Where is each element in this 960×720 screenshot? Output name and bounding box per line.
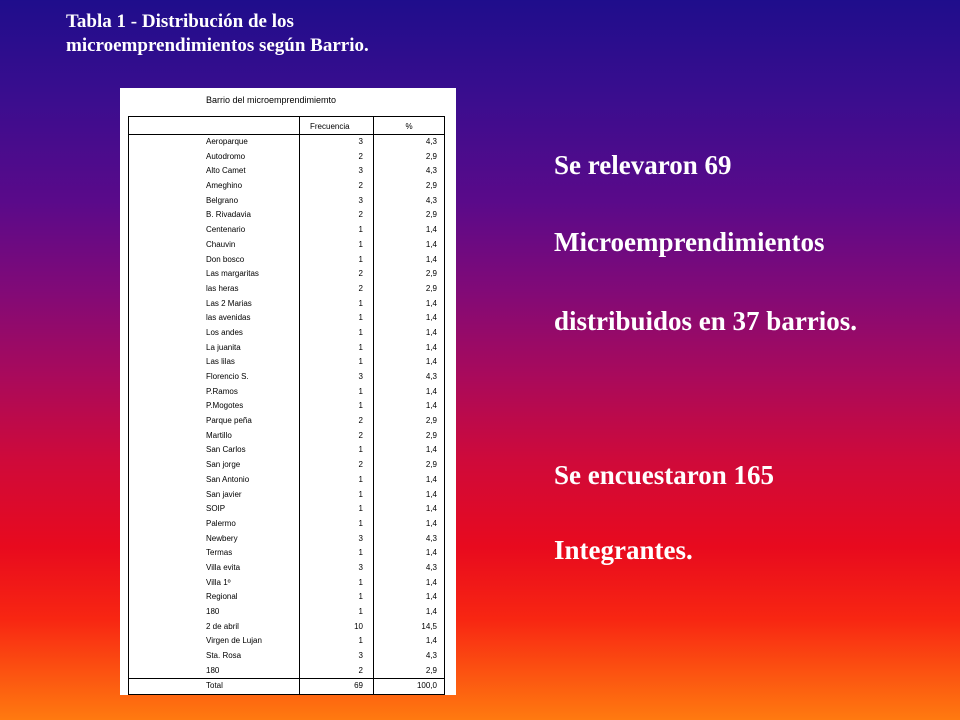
frequency-table: [128, 116, 445, 695]
cell-percent: 4,3: [425, 533, 437, 543]
cell-percent: 4,3: [425, 562, 437, 572]
cell-barrio: San javier: [206, 489, 242, 499]
cell-percent: 1,4: [425, 489, 437, 499]
cell-frecuencia: 3: [358, 372, 363, 381]
summary-line-2: Microemprendimientos: [554, 227, 825, 257]
cell-barrio: La juanita: [206, 342, 241, 352]
summary-line-1: Se relevaron 69: [554, 150, 732, 180]
cell-barrio: Sta. Rosa: [206, 651, 242, 661]
cell-barrio: Don bosco: [206, 254, 245, 264]
cell-frecuencia: 1: [358, 548, 363, 558]
table-caption: Barrio del microemprendimiemto: [206, 95, 337, 105]
cell-frecuencia: 1: [358, 607, 363, 616]
total-percent: 100,0: [374, 678, 444, 694]
cell-barrio: Ameghino: [206, 181, 243, 191]
cell-barrio: Aeroparque: [206, 137, 248, 146]
cell-barrio: B. Rivadavia: [206, 210, 251, 220]
cell-frecuencia: 1: [358, 577, 363, 587]
cell-barrio: P.Ramos: [206, 386, 238, 396]
header-percent-label: %: [405, 122, 413, 131]
cell-frecuencia: 1: [358, 254, 363, 264]
cell-barrio: Las 2 Marias: [206, 298, 252, 308]
cell-barrio: P.Mogotes: [206, 401, 244, 411]
cell-frecuencia: 2: [358, 151, 363, 161]
cell-percent: 1,4: [425, 636, 437, 646]
cell-percent: 4,3: [425, 651, 437, 661]
cell-frecuencia: 1: [358, 225, 363, 235]
header-percent: [374, 117, 444, 134]
cell-percent: 2,9: [425, 430, 437, 440]
cell-barrio: Parque peña: [206, 416, 252, 426]
cell-percent: 1,4: [425, 342, 437, 352]
cell-frecuencia: 1: [358, 592, 363, 602]
cell-barrio: 2 de abril: [206, 621, 239, 631]
cell-percent: 1,4: [425, 592, 437, 602]
cell-barrio: Newbery: [206, 533, 238, 543]
cell-frecuencia: 1: [358, 504, 363, 514]
cell-percent: 2,9: [425, 416, 437, 426]
cell-percent: 2,9: [425, 269, 437, 279]
cell-frecuencia: 1: [358, 518, 363, 528]
cell-frecuencia: 1: [358, 327, 363, 337]
cell-percent: 4,3: [425, 195, 437, 205]
cell-percent: 1,4: [425, 239, 437, 249]
cell-frecuencia: 10: [354, 621, 363, 631]
cell-frecuencia: 3: [358, 166, 363, 176]
cell-frecuencia: 1: [358, 474, 363, 484]
frequency-table-panel: [120, 88, 456, 695]
cell-frecuencia: 3: [358, 137, 363, 146]
cell-frecuencia: 1: [358, 313, 363, 323]
cell-barrio: Autodromo: [206, 151, 246, 161]
cell-percent: 2,9: [425, 210, 437, 220]
cell-frecuencia: 2: [358, 283, 363, 293]
cell-barrio: Regional: [206, 592, 238, 602]
cell-percent: 1,4: [425, 548, 437, 558]
cell-barrio: Las lilas: [206, 357, 235, 367]
cell-barrio: 180: [206, 665, 220, 675]
cell-frecuencia: 1: [358, 239, 363, 249]
cell-barrio: San Carlos: [206, 445, 246, 455]
cell-percent: 4,3: [425, 137, 437, 146]
cell-barrio: SOIP: [206, 504, 226, 514]
cell-frecuencia: 1: [358, 636, 363, 646]
cell-percent: 2,9: [425, 181, 437, 191]
cell-percent: 1,4: [425, 386, 437, 396]
column-barrio: [129, 135, 300, 694]
summary-line-3: distribuidos en 37 barrios.: [554, 306, 858, 336]
cell-frecuencia: 1: [358, 401, 363, 411]
cell-frecuencia: 1: [358, 298, 363, 308]
cell-percent: 1,4: [425, 445, 437, 455]
cell-frecuencia: 3: [358, 651, 363, 661]
summary-line-5: Integrantes.: [554, 535, 693, 565]
cell-frecuencia: 3: [358, 533, 363, 543]
cell-barrio: Virgen de Lujan: [206, 636, 262, 646]
cell-barrio: Villa evita: [206, 562, 241, 572]
cell-frecuencia: 1: [358, 342, 363, 352]
slide-title: [66, 10, 369, 58]
cell-barrio: las avenidas: [206, 313, 251, 323]
cell-percent: 4,3: [425, 166, 437, 176]
cell-barrio: las heras: [206, 283, 239, 293]
cell-percent: 1,4: [425, 577, 437, 587]
column-frecuencia: [300, 135, 374, 694]
slide-title-line-1: Tabla 1 - Distribución de los: [66, 11, 294, 32]
cell-frecuencia: 1: [358, 357, 363, 367]
table-body: [129, 135, 444, 694]
cell-percent: 1,4: [425, 327, 437, 337]
header-frecuencia: [300, 117, 374, 134]
cell-barrio: 180: [206, 607, 220, 616]
cell-frecuencia: 3: [358, 562, 363, 572]
cell-barrio: Centenario: [206, 225, 246, 235]
total-frecuencia: 69: [300, 678, 373, 694]
cell-frecuencia: 2: [358, 181, 363, 191]
cell-barrio: Chauvin: [206, 239, 236, 249]
cell-percent: 1,4: [425, 298, 437, 308]
cell-percent: 1,4: [425, 607, 437, 616]
table-header-row: [129, 117, 444, 135]
header-frecuencia-label: Frecuencia: [310, 122, 350, 131]
cell-frecuencia: 2: [358, 269, 363, 279]
cell-percent: 2,9: [425, 283, 437, 293]
cell-barrio: Termas: [206, 548, 233, 558]
column-percent: [374, 135, 444, 694]
cell-frecuencia: 2: [358, 430, 363, 440]
cell-barrio: San Antonio: [206, 474, 250, 484]
cell-barrio: Las margaritas: [206, 269, 259, 279]
cell-frecuencia: 2: [358, 416, 363, 426]
cell-frecuencia: 1: [358, 489, 363, 499]
slide-title-line-2: microemprendimientos según Barrio.: [66, 35, 369, 56]
cell-percent: 1,4: [425, 504, 437, 514]
cell-frecuencia: 1: [358, 386, 363, 396]
cell-percent: 2,9: [425, 460, 437, 470]
cell-percent: 1,4: [425, 357, 437, 367]
cell-frecuencia: 1: [358, 445, 363, 455]
header-barrio: [129, 117, 300, 134]
cell-frecuencia: 3: [358, 195, 363, 205]
cell-percent: 1,4: [425, 518, 437, 528]
cell-percent: 1,4: [425, 401, 437, 411]
summary-line-4: Se encuestaron 165: [554, 460, 774, 490]
cell-frecuencia: 2: [358, 460, 363, 470]
cell-barrio: Palermo: [206, 518, 236, 528]
cell-barrio: Alto Camet: [206, 166, 246, 176]
cell-percent: 1,4: [425, 225, 437, 235]
cell-percent: 1,4: [425, 474, 437, 484]
cell-percent: 2,9: [425, 151, 437, 161]
cell-percent: 4,3: [425, 372, 437, 381]
cell-frecuencia: 2: [358, 210, 363, 220]
cell-barrio: Martillo: [206, 430, 232, 440]
cell-barrio: Los andes: [206, 327, 243, 337]
cell-barrio: Florencio S.: [206, 372, 249, 381]
cell-barrio: Belgrano: [206, 195, 239, 205]
cell-percent: 2,9: [425, 665, 437, 675]
total-barrio: Total: [129, 678, 299, 694]
cell-barrio: Villa 1º: [206, 577, 231, 587]
cell-percent: 14,5: [421, 621, 437, 631]
cell-percent: 1,4: [425, 254, 437, 264]
cell-percent: 1,4: [425, 313, 437, 323]
cell-frecuencia: 2: [358, 665, 363, 675]
cell-barrio: San jorge: [206, 460, 241, 470]
